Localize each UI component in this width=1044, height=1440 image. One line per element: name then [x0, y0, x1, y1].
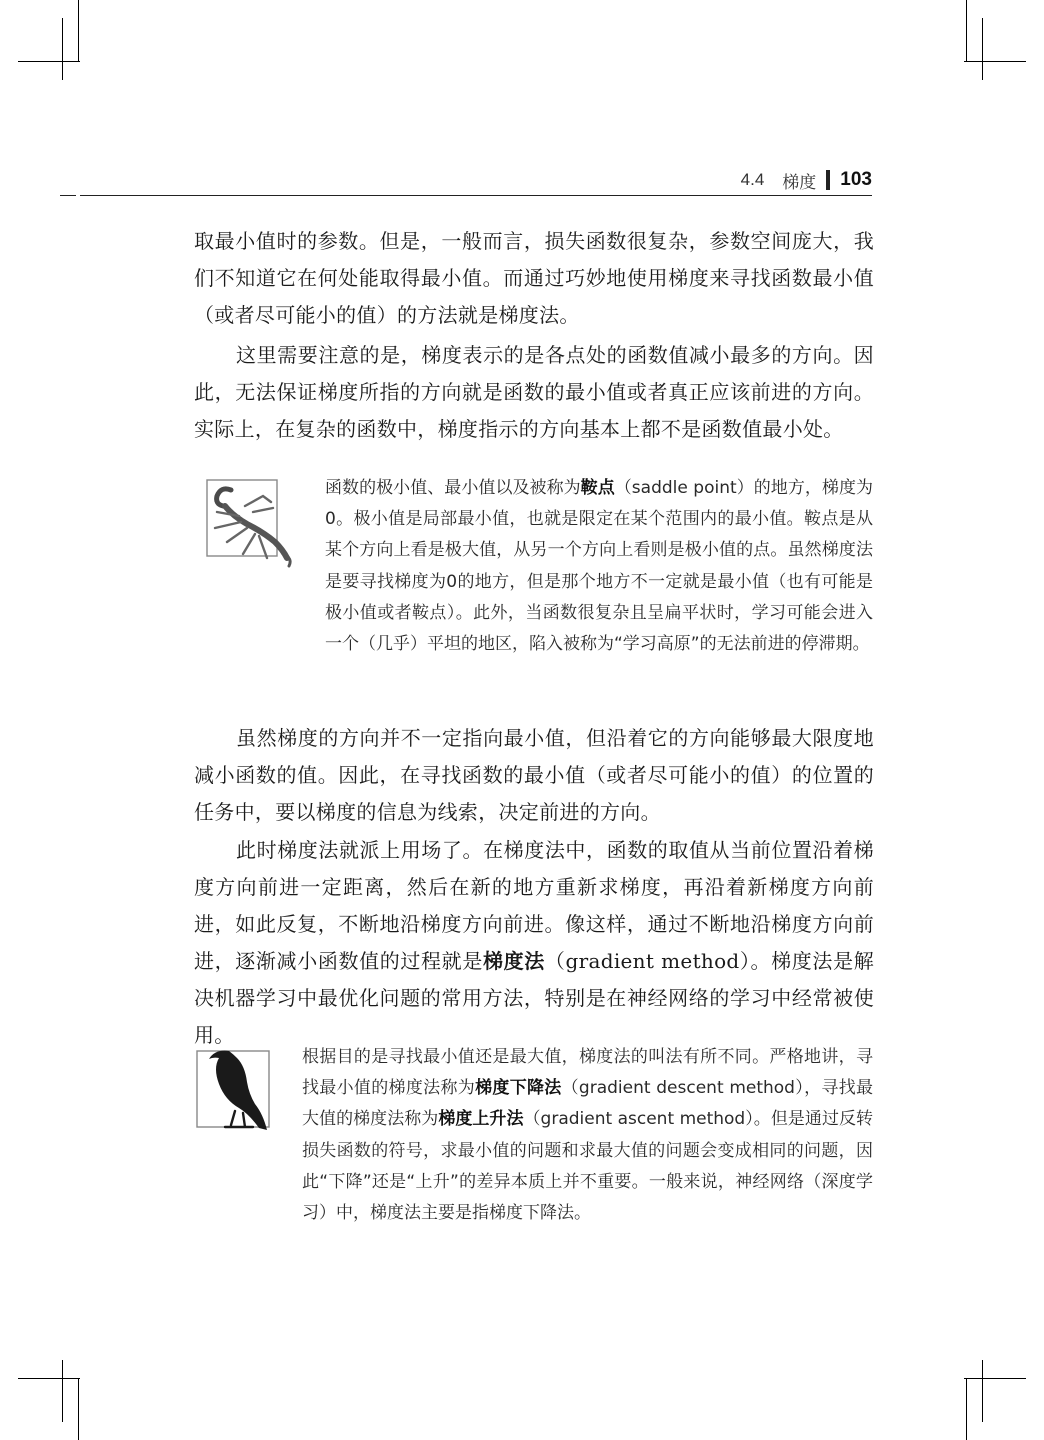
note1-text: （saddle point）的地方，梯度为0。极小值是局部最小值，也就是限定在某个范围内的最小值。鞍点是从某个方向上看是极大值，从另一个方向上看则是极小值的点。虽然梯度法是要寻找梯度为0的地方，但是那个地方不一定就是最小值（也有可能是极小值或者鞍点）。此外，当函数很复杂且呈扁平状时，学习可能会进入一个（几乎）平坦的地区，陷入被称为“学习高原”的无法前进的停滞期。	[325, 478, 874, 655]
note2-text: （gradient descent method），寻找最大值的梯度法称为	[302, 1078, 874, 1130]
paragraph-3: 虽然梯度的方向并不一定指向最小值，但沿着它的方向能够最大限度地减小函数的值。因此，在寻找函数的最小值（或者尽可能小的值）的位置的任务中，要以梯度的信息为线索，决定前进的方向。	[194, 726, 874, 824]
gradient-method-term: 梯度法	[482, 949, 545, 973]
crop-mark	[78, 0, 79, 62]
paragraph-4	[194, 832, 874, 1054]
paragraph-2: 这里需要注意的是，梯度表示的是各点处的函数值减小最多的方向。因此，无法保证梯度所指的方向就是函数的最小值或者真正应该前进的方向。实际上，在复杂的函数中，梯度指示的方向基本上都不是函数值最小处。	[194, 343, 874, 441]
crop-mark	[18, 61, 80, 62]
section-number: 4.4	[740, 170, 765, 189]
header-content	[741, 166, 872, 194]
note1-text: 函数的极小值、最小值以及被称为	[325, 478, 581, 498]
crop-mark	[982, 1360, 983, 1422]
paragraph-4-text: 此时梯度法就派上用场了。在梯度法中，函数的取值从当前位置沿着梯度方向前进一定距离，然后在新的地方重新求梯度，再沿着新梯度方向前进，如此反复，不断地沿梯度方向前进。像这样，通过不断地沿梯度方向前进，逐渐减小函数值的过程就是	[194, 838, 874, 973]
crop-mark	[966, 0, 967, 62]
note-gradient-descent	[302, 1042, 873, 1229]
note2-text: 根据目的是寻找最小值还是最大值，梯度法的叫法有所不同。严格地讲，寻找最小值的梯度法称为	[302, 1047, 873, 1099]
scorpion-icon	[195, 476, 297, 568]
crop-mark	[62, 18, 63, 80]
note2-text: （gradient ascent method）。但是通过反转损失函数的符号，求最小值的问题和求最大值的问题会变成相同的问题，因此“下降”还是“上升”的差异本质上并不重要。一般来说，神经网络（深度学习）中，梯度法主要是指梯度下降法。	[302, 1109, 874, 1224]
paragraph-1: 取最小值时的参数。但是，一般而言，损失函数很复杂，参数空间庞大，我们不知道它在何处能取得最小值。而通过巧妙地使用梯度来寻找函数最小值（或者尽可能小的值）的方法就是梯度法。	[194, 229, 874, 327]
crow-icon	[195, 1045, 273, 1137]
note-saddle-point	[325, 473, 873, 660]
header-rule-stub	[60, 195, 76, 196]
header-rule	[80, 195, 872, 196]
gradient-ascent-term: 梯度上升法	[438, 1109, 524, 1130]
note1-term: 鞍点	[580, 478, 615, 498]
page-number: 103	[840, 169, 872, 190]
crop-mark	[982, 18, 983, 80]
crop-mark	[18, 1378, 80, 1379]
section-title: 梯度	[782, 172, 817, 192]
gradient-descent-term: 梯度下降法	[475, 1078, 562, 1099]
crop-mark	[966, 1378, 967, 1440]
crop-mark	[62, 1360, 63, 1422]
paragraph-4-text: （gradient method）。梯度法是解决机器学习中最优化问题的常用方法，特别是在神经网络的学习中经常被使用。	[194, 949, 875, 1047]
crop-mark	[964, 61, 1026, 62]
crop-mark	[964, 1378, 1026, 1379]
crop-mark	[78, 1378, 79, 1440]
running-header	[80, 166, 872, 196]
header-bar	[826, 170, 830, 190]
